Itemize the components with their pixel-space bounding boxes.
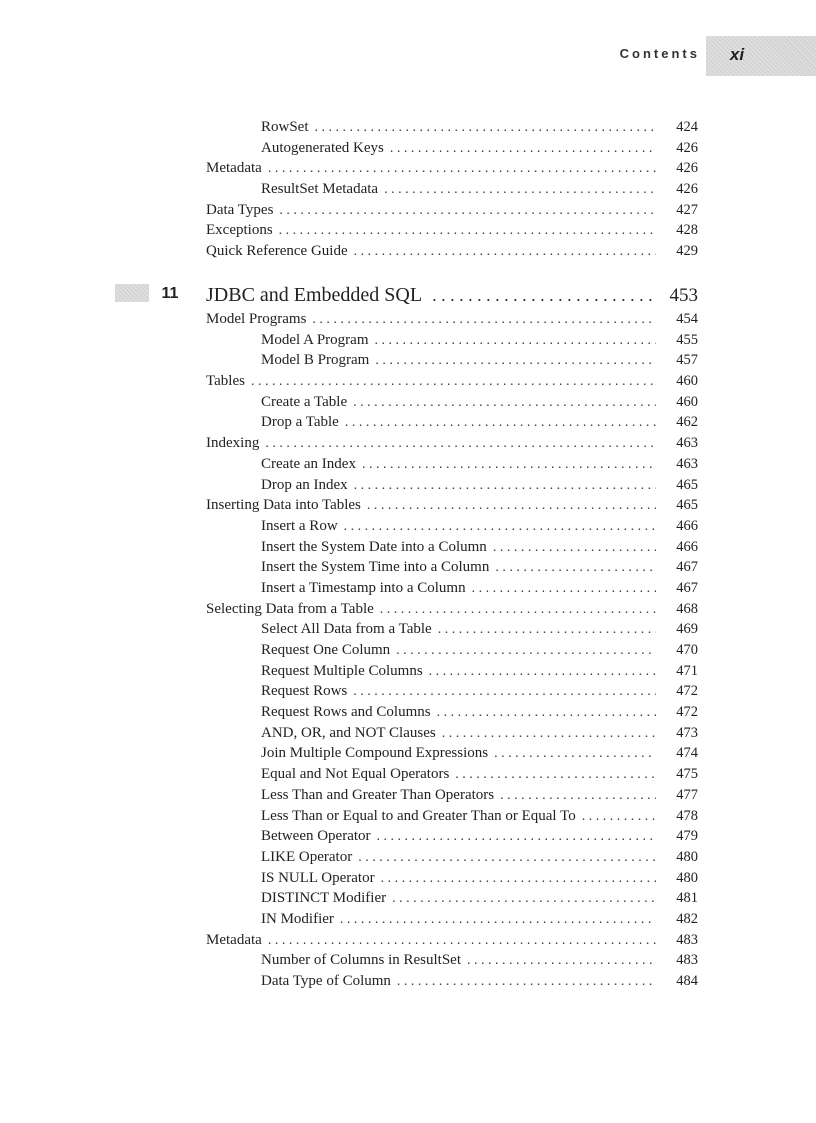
toc-entry-title: Create a Table: [261, 393, 348, 410]
toc-entry-page: 478: [676, 807, 698, 824]
toc-entry-title: DISTINCT Modifier: [261, 890, 387, 907]
dot-leader: [268, 931, 656, 952]
toc-entry-page: 470: [676, 642, 698, 658]
toc-entry-title: Between Operator: [261, 828, 371, 845]
dot-leader: [467, 951, 656, 972]
toc-entry-page: 455: [676, 331, 698, 348]
dot-leader: [367, 496, 656, 517]
toc-entry[interactable]: [206, 909, 698, 930]
chapter-marker-tab: [115, 284, 149, 302]
toc-entry[interactable]: [206, 220, 698, 241]
toc-list-chapter-11: [206, 309, 698, 992]
toc-entry-page: 426: [676, 160, 698, 177]
toc-entry-page: 477: [676, 786, 698, 803]
toc-entry-page: 460: [676, 373, 698, 390]
toc-entry-title: Request Rows and Columns: [261, 704, 431, 721]
dot-leader: [353, 393, 656, 414]
dot-leader: [345, 413, 656, 434]
dot-leader: [432, 282, 652, 308]
dot-leader: [495, 558, 656, 579]
dot-leader: [279, 221, 656, 242]
toc-entry-page: 427: [676, 201, 698, 218]
toc-entry-title: Model A Program: [261, 331, 369, 348]
dot-leader: [375, 351, 656, 372]
toc-entry[interactable]: [206, 806, 698, 827]
toc-entry-page: 472: [676, 704, 698, 721]
toc-entry-page: 426: [676, 181, 698, 198]
toc-entry[interactable]: [206, 179, 698, 200]
dot-leader: [354, 242, 656, 263]
toc-entry[interactable]: [206, 661, 698, 682]
toc-entry[interactable]: [206, 475, 698, 496]
toc-entry-page: 429: [676, 243, 698, 260]
toc-entry-title: RowSet: [261, 119, 309, 135]
toc-entry[interactable]: [206, 158, 698, 179]
toc-entry-page: 479: [676, 828, 698, 845]
toc-entry[interactable]: [206, 412, 698, 433]
toc-entry-title: AND, OR, and NOT Clauses: [261, 724, 436, 741]
toc-entry[interactable]: [206, 743, 698, 764]
toc-entry-title: Select All Data from a Table: [261, 621, 432, 638]
toc-entry-page: 457: [676, 352, 698, 369]
toc-entry-title: Insert the System Time into a Column: [261, 559, 490, 576]
toc-entry[interactable]: [206, 117, 698, 138]
toc-entry-title: Data Type of Column: [261, 973, 391, 989]
toc-entry-page: 473: [676, 724, 698, 741]
dot-leader: [493, 538, 656, 559]
toc-entry-title: ResultSet Metadata: [261, 181, 379, 198]
toc-entry-title: Quick Reference Guide: [206, 243, 348, 260]
toc-entry-page: 460: [676, 393, 698, 410]
toc-list-previous-chapter: [206, 117, 698, 262]
dot-leader: [392, 889, 656, 910]
chapter-title: JDBC and Embedded SQL: [206, 284, 423, 306]
toc-entry-page: 428: [676, 222, 698, 239]
toc-entry[interactable]: [206, 578, 698, 599]
toc-entry-title: Insert a Timestamp into a Column: [261, 579, 466, 596]
toc-entry[interactable]: [206, 371, 698, 392]
toc-entry-page: 426: [676, 139, 698, 156]
toc-entry[interactable]: [206, 888, 698, 909]
toc-entry-title: Insert a Row: [261, 517, 338, 534]
toc-entry-title: Model B Program: [261, 352, 370, 369]
toc-entry-title: LIKE Operator: [261, 848, 353, 865]
dot-leader: [442, 724, 656, 745]
dot-leader: [375, 331, 657, 352]
toc-entry-title: Join Multiple Compound Expressions: [261, 745, 489, 762]
toc-entry[interactable]: [206, 619, 698, 640]
toc-entry-title: Less Than or Equal to and Greater Than or Equal To: [261, 807, 576, 824]
toc-entry[interactable]: [206, 330, 698, 351]
toc-entry[interactable]: [206, 640, 698, 661]
toc-entry[interactable]: [206, 241, 698, 262]
dot-leader: [354, 476, 656, 497]
toc-entry-page: 466: [676, 538, 698, 555]
toc-entry-page: 467: [676, 559, 698, 576]
toc-entry-title: Number of Columns in ResultSet: [261, 952, 461, 969]
dot-leader: [384, 180, 656, 201]
dot-leader: [500, 786, 656, 807]
toc-entry-page: 469: [676, 621, 698, 638]
toc-entry-page: 474: [676, 745, 698, 762]
toc-entry-page: 471: [676, 662, 698, 679]
dot-leader: [265, 434, 656, 455]
dot-leader: [340, 910, 656, 931]
dot-leader: [381, 869, 656, 890]
dot-leader: [279, 201, 656, 222]
toc-entry[interactable]: [206, 454, 698, 475]
toc-entry[interactable]: [206, 702, 698, 723]
chapter-heading[interactable]: [206, 282, 698, 309]
toc-entry-title: Less Than and Greater Than Operators: [261, 786, 495, 803]
dot-leader: [358, 848, 656, 869]
toc-entry-title: Insert the System Date into a Column: [261, 538, 487, 555]
toc-entry-title: Equal and Not Equal Operators: [261, 766, 450, 783]
dot-leader: [353, 682, 656, 703]
toc-entry-page: 483: [676, 931, 698, 948]
dot-leader: [312, 310, 656, 331]
dot-leader: [396, 641, 656, 662]
chapter-number: 11: [161, 285, 179, 302]
toc-entry-page: 480: [676, 869, 698, 886]
dot-leader: [390, 139, 656, 160]
dot-leader: [455, 765, 656, 786]
toc-entry-title: Selecting Data from a Table: [206, 600, 374, 617]
dot-leader: [268, 159, 656, 180]
toc-entry-title: Metadata: [206, 931, 262, 948]
toc-entry-title: IN Modifier: [261, 910, 334, 927]
toc-entry[interactable]: [206, 350, 698, 371]
toc-entry-page: 482: [676, 910, 698, 927]
toc-entry-page: 472: [676, 683, 698, 700]
toc-entry-title: Request One Column: [261, 642, 391, 658]
toc-entry-page: 484: [676, 973, 698, 989]
dot-leader: [315, 118, 656, 139]
dot-leader: [344, 517, 656, 538]
toc-entry-title: Drop an Index: [261, 476, 348, 493]
toc-entry-page: 463: [676, 455, 698, 472]
dot-leader: [380, 600, 656, 621]
toc-entry[interactable]: [206, 971, 698, 992]
toc-entry-title: Inserting Data into Tables: [206, 497, 361, 514]
dot-leader: [429, 662, 656, 683]
dot-leader: [377, 827, 656, 848]
toc-entry[interactable]: [206, 495, 698, 516]
toc-entry-page: 465: [676, 476, 698, 493]
dot-leader: [472, 579, 656, 600]
page-number-tab: [706, 36, 816, 76]
toc-entry-page: 463: [676, 435, 698, 452]
toc-entry-title: Indexing: [206, 435, 260, 452]
toc-entry[interactable]: [206, 785, 698, 806]
dot-leader: [582, 807, 656, 828]
toc-entry-page: 475: [676, 766, 698, 783]
toc-entry[interactable]: [206, 847, 698, 868]
toc-entry-page: 454: [676, 311, 698, 327]
page-number: xi: [729, 45, 745, 64]
dot-leader: [251, 372, 656, 393]
dot-leader: [362, 455, 656, 476]
toc-entry[interactable]: [206, 723, 698, 744]
dot-leader: [494, 744, 656, 765]
toc-entry-page: 465: [676, 497, 698, 514]
toc-entry[interactable]: [206, 557, 698, 578]
toc-entry[interactable]: [206, 599, 698, 620]
dot-leader: [438, 620, 656, 641]
toc-entry-title: IS NULL Operator: [261, 869, 375, 886]
chapter-page: 453: [669, 285, 698, 306]
dot-leader: [397, 972, 656, 993]
toc-entry[interactable]: [206, 930, 698, 951]
toc-entry[interactable]: [206, 537, 698, 558]
toc-entry-page: 480: [676, 848, 698, 865]
toc-entry-page: 467: [676, 579, 698, 596]
toc-entry[interactable]: [206, 764, 698, 785]
toc-entry[interactable]: [206, 516, 698, 537]
toc-entry-title: Drop a Table: [261, 414, 339, 431]
toc-entry[interactable]: [206, 200, 698, 221]
toc-entry-title: Request Multiple Columns: [261, 662, 423, 679]
toc-entry-title: Create an Index: [261, 455, 356, 472]
toc-entry-page: 483: [676, 952, 698, 969]
toc-entry[interactable]: [206, 138, 698, 159]
toc-entry[interactable]: [206, 681, 698, 702]
toc-entry-title: Request Rows: [261, 683, 348, 700]
toc-entry[interactable]: [206, 950, 698, 971]
toc-entry-page: 462: [676, 414, 698, 431]
toc-entry-title: Autogenerated Keys: [261, 139, 384, 156]
toc-entry-title: Metadata: [206, 160, 262, 177]
toc-entry[interactable]: [206, 392, 698, 413]
toc-entry-title: Data Types: [206, 201, 274, 218]
toc-entry[interactable]: [206, 826, 698, 847]
toc-entry-title: Exceptions: [206, 222, 273, 239]
toc-entry-page: 424: [676, 119, 698, 135]
toc-entry[interactable]: [206, 309, 698, 330]
toc-entry[interactable]: [206, 868, 698, 889]
toc-entry-page: 466: [676, 517, 698, 534]
dot-leader: [437, 703, 656, 724]
toc-entry-title: Model Programs: [206, 311, 307, 327]
running-header-title: Contents: [619, 46, 700, 61]
toc-entry[interactable]: [206, 433, 698, 454]
toc-entry-page: 481: [676, 890, 698, 907]
toc-entry-title: Tables: [206, 373, 245, 390]
toc-entry-page: 468: [676, 600, 698, 617]
